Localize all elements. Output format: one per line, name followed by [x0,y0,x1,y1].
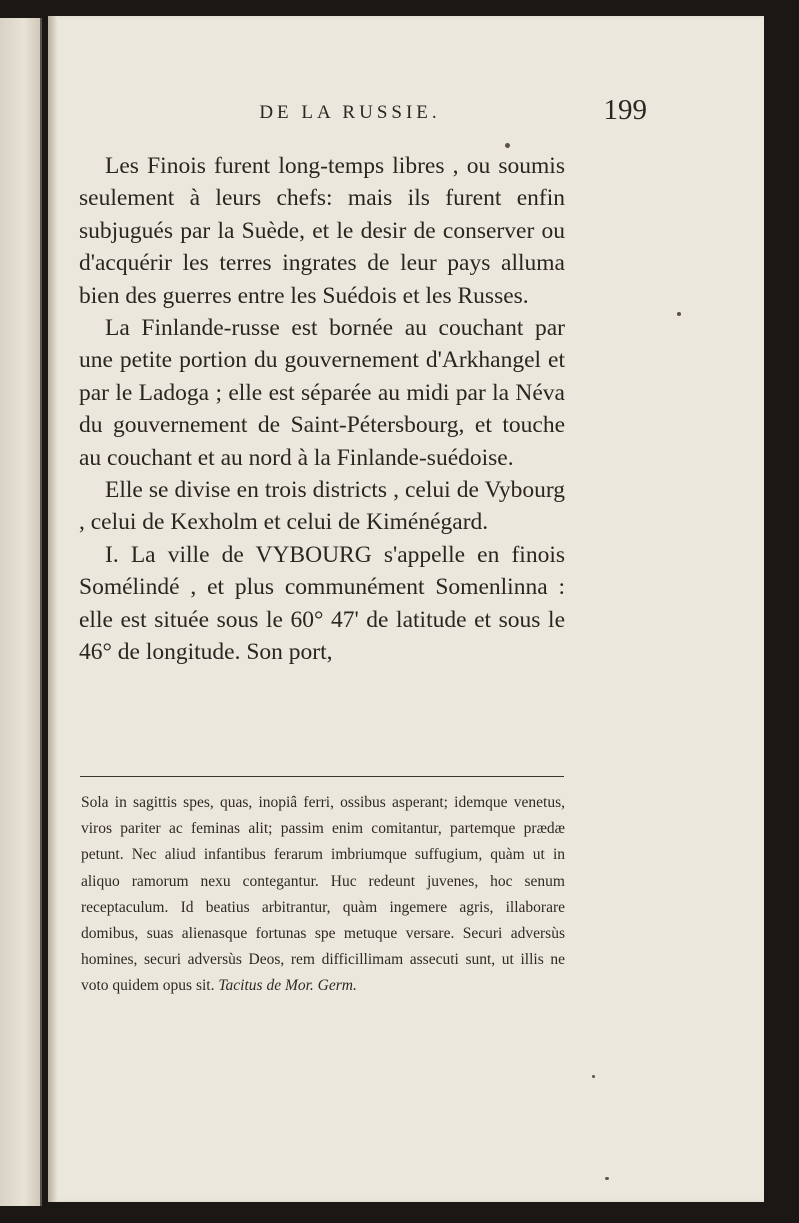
paragraph: La Finlande-russe est bornée au couchant par une petite portion du gouvernement d'Arkhangel et par le Ladoga ; elle est séparée au midi par la Néva du gouvernement de Saint-Pétersbourg, et touche au couchant et au nord à la Finlande-suédoise. [79,315,565,471]
page-gutter-shadow [48,16,58,1202]
facing-page-edge [0,18,42,1206]
footnote-citation: Tacitus de Mor. Germ. [218,977,357,995]
running-title: DE LA RUSSIE. [259,102,441,123]
main-text [79,150,565,669]
paper-speck [505,143,510,148]
footnote-rule [80,776,564,777]
paragraph: Les Finois furent long-temps libres , ou soumis seulement à leurs chefs: mais ils furent enfin subjugués par la Suède, et le desir de conserver ou d'acquérir les terres ingrates de leur pays alluma bien des guerres entre les Suédois et les Russes. [79,153,565,309]
footnote-text: Sola in sagittis spes, quas, inopiâ ferri, ossibus asperant; idemque venetus, viros pariter ac feminas alit; passim enim comitantur, partemque prædæ petunt. Nec aliud infantibus ferarum imbriumque suffugium, quàm ut in aliquo ramorum nexu contegantur. Huc redeunt juvenes, hoc senum receptaculum. Id beatius arbitrantur, quàm ingemere agris, illaborare domibus, suas alienasque fortunas spe metuque versare. Securi adversùs homines, securi adversùs Deos, rem difficillimam assecuti sunt, ut illis ne voto quidem opus sit. [81,794,565,995]
footnote [81,790,565,1000]
paragraph: Elle se divise en trois districts , celui de Vybourg , celui de Kexholm et celui de Kiménégard. [79,477,565,536]
paper-speck [605,1177,609,1180]
paper-speck [592,1075,595,1078]
paper-speck [677,312,681,316]
page-number: 199 [603,94,647,126]
paragraph: I. La ville de VYBOURG s'appelle en finois Somélindé , et plus communément Somenlinna : elle est située sous le 60° 47' de latitude et sous le 46° de longitude. Son port, [79,541,565,666]
